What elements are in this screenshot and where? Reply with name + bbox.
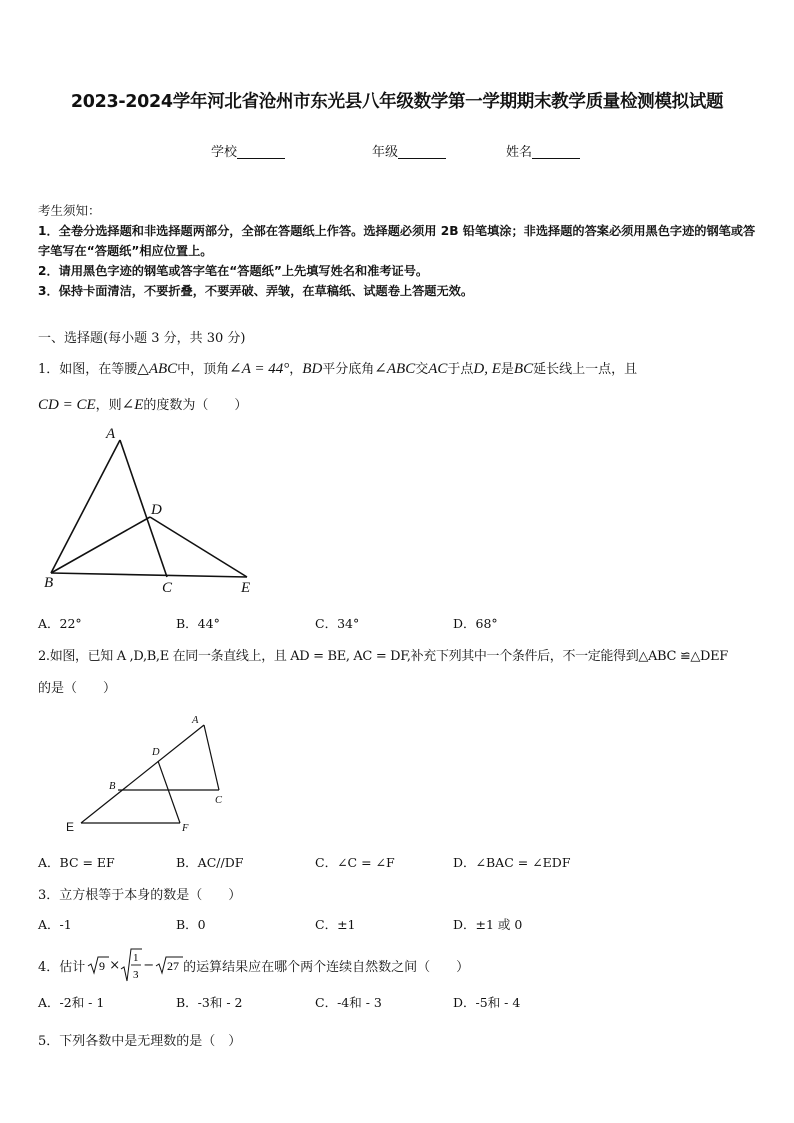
question-1-line-1 [38,358,637,378]
q1-label-c: C [162,580,173,596]
q1-text: 中，顶角 [177,362,230,377]
q3-option-b[interactable]: B．0 [176,917,206,932]
school-field [211,141,285,160]
q1-points-de: D, E [473,361,501,377]
name-label: 姓名 [506,145,533,160]
q1-option-b[interactable]: B．44° [176,616,220,631]
name-blank [532,144,580,159]
question-3: 3．立方根等于本身的数是（ ） [38,888,242,903]
q2-edge-ac [204,725,219,790]
q4-radicand-9: 9 [99,959,106,973]
q1-angle-a: ∠A = 44° [229,361,290,377]
q1-angle-abc: ∠ABC [374,361,416,377]
radical-sign-icon [120,947,142,983]
q1-option-a[interactable]: A．22° [38,616,82,631]
name-field [506,141,580,160]
q4-option-c[interactable]: C．-4和 - 3 [315,995,382,1010]
q1-option-d[interactable]: D．68° [453,616,498,631]
grade-label: 年级 [372,145,399,160]
q4-sqrt-9 [87,955,109,975]
q1-text: 的度数为（ ） [143,398,248,413]
q1-text: 交 [415,362,429,377]
question-5: 5．下列各数中是无理数的是（ ） [38,1034,242,1049]
school-blank [237,144,285,159]
notice-item-1: 1．全卷分选择题和非选择题两部分，全部在答题纸上作答。选择题必须用 2B 铅笔填涂；非选择题的答案必须用黑色字迹的钢笔或答字笔写在“答题纸”相应位置上。 [38,224,756,258]
q1-triangle-figure [40,422,270,598]
school-label: 学校 [211,145,238,160]
grade-blank [398,144,446,159]
q1-cd-equals-ce: CD = CE [38,397,96,413]
q4-suffix: 的运算结果应在哪个两个连续自然数之间（ ） [183,959,470,975]
q1-text: ，则 [95,398,122,413]
q4-minus: − [143,957,155,973]
q1-text: 于点 [447,362,474,377]
q4-option-b[interactable]: B．-3和 - 2 [176,995,243,1010]
q1-text: 平分底角 [322,362,375,377]
q1-label-e: E [241,580,251,596]
q1-text: 1．如图，在等腰 [38,362,138,377]
q4-prefix: 4．估计 [38,959,86,975]
question-2-line-2: 的是（ ） [38,681,117,696]
q2-option-a[interactable]: A．BC = EF [38,855,115,870]
q4-radicand-27: 27 [167,959,180,973]
q1-text: 是 [500,362,514,377]
q2-label-f: F [182,823,189,834]
q1-edge-be [51,573,247,577]
q1-option-c[interactable]: C．34° [315,616,360,631]
q2-edge-df [158,761,180,823]
q1-segment-bc: BC [513,361,534,377]
q1-segment-ac: AC [428,361,448,377]
q2-option-c[interactable]: C．∠C = ∠F [315,855,395,870]
q2-line-ae [81,725,204,823]
q1-text: 延长线上一点，且 [533,362,638,377]
exam-notice [38,201,758,301]
q1-label-d: D [151,502,162,518]
question-2-line-1: 2.如图，已知 A ,D,B,E 在同一条直线上，且 AD = BE, AC = DF,补充下列其中一个条件后，不一定能得到△ABC ≌△DEF [38,649,728,664]
q4-numerator: 1 [133,952,139,964]
q3-option-d[interactable]: D．±1 或 0 [453,917,523,932]
q1-label-a: A [106,426,116,442]
question-1-line-2 [38,394,247,414]
q1-angle-e: ∠E [121,397,144,413]
q3-option-c[interactable]: C．±1 [315,917,356,932]
q2-option-b[interactable]: B．AC//DF [176,855,244,870]
q1-triangle-abc: △ABC [137,361,178,377]
q1-segment-bd: BD [302,361,323,377]
q2-option-d[interactable]: D．∠BAC = ∠EDF [453,855,571,870]
q4-sqrt-frac [120,947,142,983]
q1-label-b: B [44,575,54,591]
q4-times: × [109,957,121,973]
q4-denominator: 3 [133,969,139,981]
q2-label-b: B [109,781,116,792]
q2-figure [64,710,234,838]
q4-sqrt-27 [155,955,183,975]
notice-item-2: 2．请用黑色字迹的钢笔或答字笔在“答题纸”上先填写姓名和准考证号。 [38,264,429,278]
page-title: 2023-2024学年河北省沧州市东光县八年级数学第一学期期末教学质量检测模拟试题 [70,92,724,112]
question-4 [38,947,469,983]
q4-option-d[interactable]: D．-5和 - 4 [453,995,521,1010]
grade-field [372,141,446,160]
radical-sign-icon [87,955,109,975]
section-heading: 一、选择题(每小题 3 分，共 30 分) [38,331,246,346]
q2-label-e: E [66,820,75,834]
q3-option-a[interactable]: A．-1 [38,917,72,932]
radical-sign-icon [155,955,183,975]
notice-item-3: 3．保持卡面清洁，不要折叠，不要弄破、弄皱，在草稿纸、试题卷上答题无效。 [38,284,474,298]
q1-text: ， [289,362,303,377]
q2-label-d: D [152,747,160,758]
q2-label-c: C [215,795,223,806]
q4-option-a[interactable]: A．-2和 - 1 [38,995,105,1010]
q2-label-a: A [192,715,199,726]
notice-heading: 考生须知： [38,203,101,218]
